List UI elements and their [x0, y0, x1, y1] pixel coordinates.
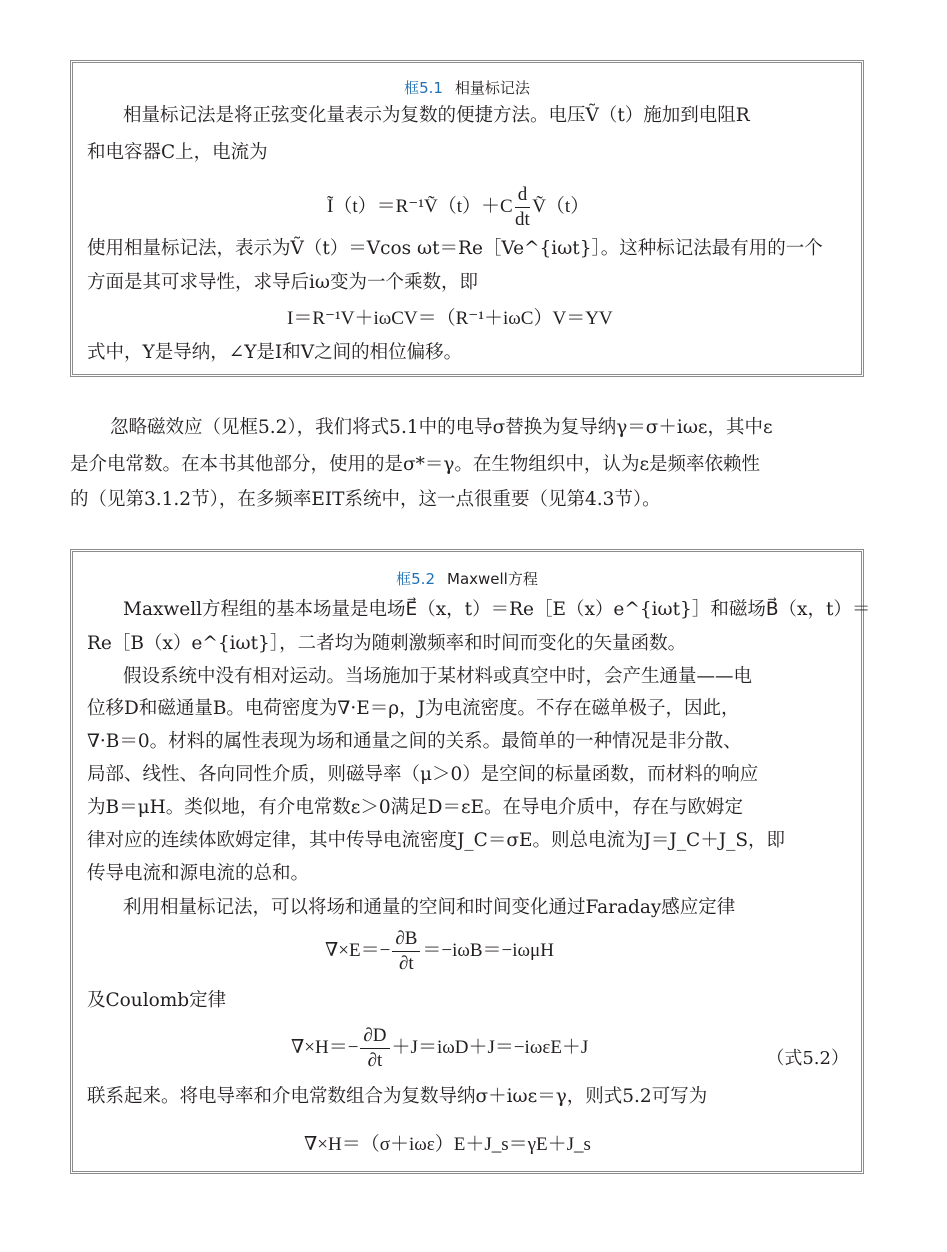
paragraph-line: 假设系统中没有相对运动。当场施加于某材料或真空中时，会产生通量——电: [123, 666, 753, 687]
equation: ∇×H＝（σ＋iωε）E＋J_s＝γE＋J_s: [304, 1134, 591, 1155]
paragraph-line: 及Coulomb定律: [87, 990, 227, 1011]
equation-number: （式5.2）: [766, 1048, 849, 1069]
fraction: [392, 927, 420, 976]
paragraph-line: 使用相量标记法，表示为Ṽ（t）＝Vcos ωt＝Re［Ve^{iωt}］。这种标记法最有用的一个: [87, 238, 823, 259]
fraction-denominator: ∂t: [399, 953, 414, 974]
paragraph-line: 局部、线性、各向同性介质，则磁导率（μ＞0）是空间的标量函数，而材料的响应: [87, 764, 759, 785]
box-title-text: Maxwell方程: [447, 570, 538, 588]
equation-faraday: [325, 927, 554, 976]
equation-right: Ṽ（t）: [532, 195, 590, 217]
fraction-numerator: ∂B: [392, 927, 420, 952]
equation-left: ∇×E＝−: [325, 939, 391, 961]
equation-left: Ĩ（t）＝R⁻¹Ṽ（t）＋C: [327, 195, 513, 217]
equation-left: ∇×H＝−: [291, 1036, 359, 1058]
paragraph-line: 利用相量标记法，可以将场和通量的空间和时间变化通过Faraday感应定律: [123, 897, 736, 918]
box-5-2: [70, 549, 871, 1174]
body-line: 忽略磁效应（见框5.2），我们将式5.1中的电导σ替换为复导纳γ＝σ＋iωε，其中ε: [110, 417, 773, 438]
fraction: [360, 1024, 389, 1073]
box-number: 框5.2: [396, 570, 435, 588]
box-title: [73, 568, 861, 589]
paragraph-line: 方面是其可求导性，求导后iω变为一个乘数，即: [87, 272, 479, 293]
equation-right: ＋J＝iωD＋J＝−iωεE＋J: [391, 1036, 589, 1058]
body-line: 是介电常数。在本书其他部分，使用的是σ*＝γ。在生物组织中，认为ε是频率依赖性: [70, 454, 761, 475]
paragraph-line: 式中，Y是导纳，∠Y是I和V之间的相位偏移。: [87, 342, 463, 363]
fraction: [515, 183, 531, 232]
paragraph-line: ∇·B＝0。材料的属性表现为场和通量之间的关系。最简单的一种情况是非分散、: [87, 731, 742, 752]
equation: I＝R⁻¹V＋iωCV＝（R⁻¹＋iωC）V＝YV: [287, 308, 613, 329]
paragraph-line: 位移D和磁通量B。电荷密度为∇·E＝ρ，J为电流密度。不存在磁单极子，因此，: [87, 698, 740, 719]
paragraph-line: Maxwell方程组的基本场量是电场E⃗（x，t）＝Re［E（x）e^{iωt}］和磁场B⃗（x，t）＝: [123, 599, 871, 620]
box-title-text: 相量标记法: [454, 79, 530, 97]
paragraph-line: 为B＝μH。类似地，有介电常数ε＞0满足D＝εE。在导电介质中，存在与欧姆定: [87, 797, 744, 818]
fraction-numerator: d: [515, 183, 531, 208]
equation-coulomb: [291, 1024, 588, 1073]
paragraph-line: 传导电流和源电流的总和。: [87, 863, 310, 884]
box-number: 框5.1: [404, 79, 443, 97]
equation: [327, 183, 589, 232]
box-5-1: [70, 60, 864, 377]
equation-right: ＝−iωB＝−iωμH: [422, 939, 554, 961]
paragraph-line: 相量标记法是将正弦变化量表示为复数的便捷方法。电压Ṽ（t）施加到电阻R: [123, 105, 750, 126]
paragraph-line: Re［B（x）e^{iωt}］，二者均为随刺激频率和时间而变化的矢量函数。: [87, 633, 687, 654]
fraction-numerator: ∂D: [360, 1024, 389, 1049]
box-title: [73, 77, 861, 98]
paragraph-line: 律对应的连续体欧姆定律，其中传导电流密度J_C＝σE。则总电流为J＝J_C＋J_S，即: [87, 830, 786, 851]
fraction-denominator: ∂t: [367, 1050, 383, 1071]
body-line: 的（见第3.1.2节），在多频率EIT系统中，这一点很重要（见第4.3节）。: [70, 489, 661, 510]
paragraph-line: 联系起来。将电导率和介电常数组合为复数导纳σ＋iωε＝γ，则式5.2可写为: [87, 1086, 708, 1107]
paragraph-line: 和电容器C上，电流为: [87, 142, 268, 163]
fraction-denominator: dt: [515, 209, 530, 230]
